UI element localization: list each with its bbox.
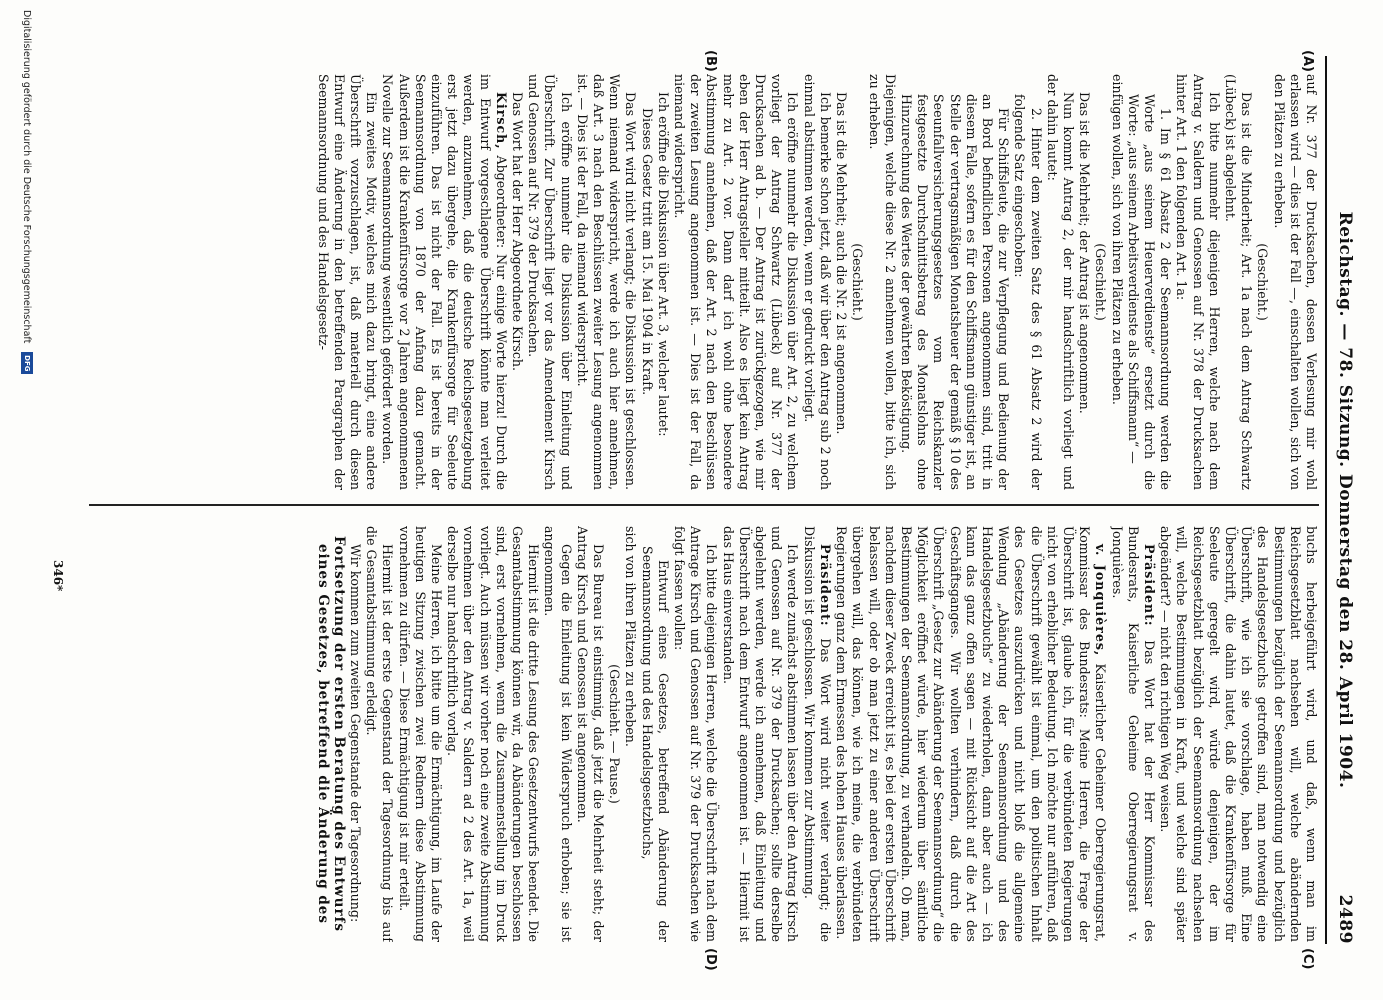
text-paragraph: sich von ihren Plätzen zu erheben. [623,526,639,747]
text-paragraph: Meine Herren, ich bitte um die Ermächtigung, im Laufe der heutigen Sitzung zwischen zwei Rednern diese Abstimmung vornehmen zu dürfen. — Diese Ermächtigung ist mir erteilt. [396,526,445,942]
speech-text: Abgeordneter: Nur einige Worte hierzu! Durch die im Entwurf vorgeschlagene Überschrift könnte man verleitet werden, anzunehmen, daß die deutsche Reichsgesetzgebung erst jetzt dazu übergehe, die Krankenfürsorge für Seeleute einzuführen. Das ist nicht der Fall. Es ist bereits in der Seemannsordnung von 1870 der Anfang dazu gemacht. Außerdem ist die Krankenfürsorge vor 2 Jahren angenommenen Novelle zur Seemannsordnung wesentlich gefördert worden. [380,74,509,490]
speech-text: Das Wort hat der Herr Kommissar des Bundesrats, Kaiserliche Geheime Oberregierungsrat v. Jonquières. [1109,526,1157,942]
text-paragraph: Das Wort wird nicht verlangt; die Diskussion ist geschlossen. Wenn niemand widerspricht, werde ich auch hier annehmen, daß Art. 3 nach den Beschlüssen zweiter Lesung angenommen ist. — Dies ist der Fall, da niemand widerspricht. [574,74,639,490]
text-paragraph: buchs herbeigeführt wird, und daß, wenn man im Reichsgesetzblatt nachsehen will, welche abändernden Bestimmungen bezüglich der Seemannsordnung und bezüglich des Handelsgesetzbuchs getroffen sind, man notwendig eine Überschrift, wie ich sie vorschlage, haben muß. Eine Überschrift, die dahin lautet, daß die Krankenfürsorge für Seeleute geregelt wird, würde denjenigen, der im Reichsgesetzblatt bezüglich der Seemannsordnung nachsehen will, welche Bestimmungen in Kraft, und welche sind später abgeändert? — nicht den richtigen Weg weisen. [1158,526,1319,942]
margin-marker-d: (D) [703,948,718,971]
text-paragraph: Ich bemerke schon jetzt, daß wir über den Antrag sub 2 noch einmal abstimmen werden, wenn er gedruckt vorliegt. [801,74,833,490]
dfg-logo: DFG [21,352,33,374]
margin-marker-b: (B) [703,50,718,72]
text-paragraph: Das ist die Minderheit; Art. 1a nach dem Antrag Schwartz (Lübeck) ist abgelehnt. [1222,74,1255,490]
column-divider [89,504,1319,506]
stage-direction: (Geschieht.) [1093,243,1109,321]
text-paragraph: Das ist die Mehrheit; auch die Nr. 2 ist angenommen. [834,92,850,435]
text-paragraph: Ich bitte nunmehr diejenigen Herren, welche nach dem Antrag v. Saldern und Genossen auf Nr. 378 der Drucksachen hinter Art. 1 den folgenden Art. 1a: [1174,74,1222,490]
text-paragraph: Wir kommen zum zweiten Gegenstande der Tagesordnung: [348,544,364,923]
header-title: Reichstag. — 78. Sitzung. Donnerstag den 28. April 1904. [1335,211,1355,789]
text-paragraph: Das Bureau ist einstimmig, daß jetzt die Mehrheit steht; der Antrag Kirsch und Genossen ist angenommen. [574,526,607,942]
speaker-name: Kirsch, [493,92,509,150]
quoted-text: Dieses Gesetz tritt am 15. Mai 1904 in Kraft. [639,108,655,396]
text-paragraph: Ich eröffne die Diskussion über Art. 3, welcher lautet: [655,92,671,437]
stage-direction: (Geschieht.) [1255,243,1271,321]
quoted-text: Entwurf eines Gesetzes, betreffend Abänderung der Seemannsordnung und des Handelsgesetzbuchs, [639,546,671,942]
speaker-paragraph [801,526,833,942]
text-paragraph: Hiermit ist die dritte Lesung des Gesetzentwurfs beendet. Die Gesamtabstimmung können wir, da Abänderungen beschlossen sind, erst vornehmen, wenn die Zusammenstellung im Druck vorliegt. Auch müssen wir vorher noch eine zweite Abstimmung vornehmen über den Antrag v. Saldern ad 2 des Art. 1a, weil derselbe nur handschriftlich vorlag. [445,526,542,942]
text-paragraph: Ich bitte diejenigen Herren, welche die Überschrift nach dem Antrage Kirsch und Genossen auf Nr. 379 der Drucksachen wie folgt fassen wollen: [672,526,720,942]
text-paragraph: Diejenigen, welche diese Nr. 2 annehmen wollen, bitte ich, sich zu erheben. [866,74,898,490]
footer-text: Digitalisierung gefördert durch die Deutsche Forschungsgemeinschaft [21,10,33,344]
stage-direction: (Geschieht.) [850,243,866,321]
digitization-footer [21,10,33,990]
text-paragraph: Das ist die Mehrheit; der Antrag ist angenommen. [1077,92,1093,414]
speaker-paragraph [1108,526,1157,942]
text-paragraph: auf Nr. 377 der Drucksachen, dessen Verlesung mir wohl erlassen wird — dies ist der Fall —, einschalten wollen, sich von den Plätzen zu erheben. [1271,74,1319,490]
speaker-name: Präsident: [817,544,833,627]
quoted-text: 2. Hinter dem zweiten Satz des § 61 Absatz 2 wird der folgende Satz eingeschoben: [1012,94,1044,490]
text-paragraph: Ich eröffne nunmehr die Diskussion über Art. 2, zu welchem vorliegt der Antrag Schwartz (Lübeck) auf Nr. 377 der Drucksachen ad b. — Der Antrag ist zurückgezogen, wie mir eben der Herr Antragsteller mitteilt. Also es liegt kein Antrag mehr zu Art. 2 vor. Dann darf ich wohl ohne besondere Abstimmung annehmen, daß der Art. 2 nach den Beschlüssen der zweiten Lesung angenommen ist. — Dies ist der Fall, da niemand widerspricht. [672,74,801,490]
margin-marker-a: (A) [1300,50,1315,72]
speech-text: Das Wort wird nicht weiter verlangt; die Diskussion ist geschlossen. Wir kommen zur Abstimmung. [801,526,833,942]
speaker-name: Präsident: [1141,544,1157,627]
page-header [1325,56,1361,944]
page-number: 2489 [1335,894,1355,944]
right-text-column [89,526,1319,942]
text-paragraph: einfügen wollen, sich von ihren Plätzen zu erheben. [1109,74,1125,405]
speaker-paragraph [379,74,509,490]
text-paragraph: Hiermit ist der erste Gegenstand der Tagesordnung bis auf die Gesamtabstimmung erledigt. [364,526,396,942]
quoted-text: Für Schiffsleute, die zur Verpflegung und Bedienung der an Bord befindlichen Personen angenommen sind, tritt in diesem Falle, sofern es für den Schiffsmann günstiger ist, an Stelle der vertragsmäßigen Monatsheuer der gemäß § 10 des Seeunfallversicherungsgesetzes vom Reichskanzler festgesetzte Durchschnittsbetrag des Monatslohns ohne Hinzurechnung des Wertes der gewährten Beköstigung. [898,94,1012,490]
quoted-text: 1. Im § 61 Absatz 2 der Seemannsordnung werden die Worte „aus seinem Heuerverdienste“ ersetzt durch die Worte: „aus seinem Arbeitsverdienste als Schiffsmann“ — [1125,94,1174,490]
speaker-paragraph [833,526,1108,942]
text-paragraph: Das Wort hat der Herr Abgeordnete Kirsch. [510,92,526,372]
text-paragraph: Gegen die Einleitung ist kein Widerspruch erhoben; sie ist angenommen. [542,526,574,942]
speech-text: Kaiserlicher Geheimer Oberregierungsrat, Kommissar des Bundesrats: Meine Herren, die Frage der Überschrift ist, glaube ich, für die verbündeten Regierungen nicht von erheblicher Bedeutung. Ich möchte nur anführen, daß die Überschrift gewählt ist einmal, um den politischen Inhalt des Gesetzes auszudrücken und nicht bloß die allgemeine Wendung „Abänderung der Seemannsordnung und des Handelsgesetzbuchs“ zu wiederholen, dann aber auch — ich kann das ganz offen sagen — mit Rücksicht auf die Art des Geschäftsganges. Wir wollten verhindern, daß durch die Überschrift „Gesetz zur Abänderung der Seemannsordnung“ die Möglichkeit eröffnet würde, hier wiederum über sämtliche Bestimmungen der Seemannsordnung, zu verhandeln. Ob man, nachdem dieser Zweck erreicht ist, es bei der ersten Überschrift belassen will, oder ob man jetzt zu einer anderen Überschrift übergehen will, das können, wie ich meine, die verbündeten Regierungen ganz dem Ermessen des hohen Hauses überlassen. [834,526,1109,942]
margin-marker-c: (C) [1300,948,1315,970]
text-paragraph: Nun kommt Antrag 2, der mir handschriftlich vorliegt und der dahin lautet: [1044,74,1076,490]
text-paragraph: Ich werde zunächst abstimmen lassen über den Antrag Kirsch und Genossen auf Nr. 379 der Drucksachen; sollte derselbe abgelehnt werden, werde ich annehmen, daß Einleitung und Überschrift nach dem Entwurf angenommen ist. — Hiermit ist das Haus einverstanden. [720,526,801,942]
signature-mark: 346* [51,560,65,592]
speaker-name: v. Jonquières, [1093,544,1109,657]
stage-direction: (Geschieht. — Pause.) [607,664,623,804]
text-paragraph: Ich eröffne nunmehr die Diskussion über Einleitung und Überschrift. Zur Überschrift liegt vor das Amendement Kirsch und Genossen auf Nr. 379 der Drucksachen. [526,74,574,490]
text-paragraph: Ein zweites Motiv, welches mich dazu bringt, eine andere Überschrift vorzuschlagen, ist, daß materiell durch diesen Entwurf eine Änderung in den betreffenden Paragraphen der Seemannsordnung und des Handelsgesetz- [315,74,380,490]
left-text-column [89,74,1319,490]
heading-paragraph: Fortsetzung der ersten Beratung des Entwurfs eines Gesetzes, betreffend die Änderung des [314,535,347,933]
